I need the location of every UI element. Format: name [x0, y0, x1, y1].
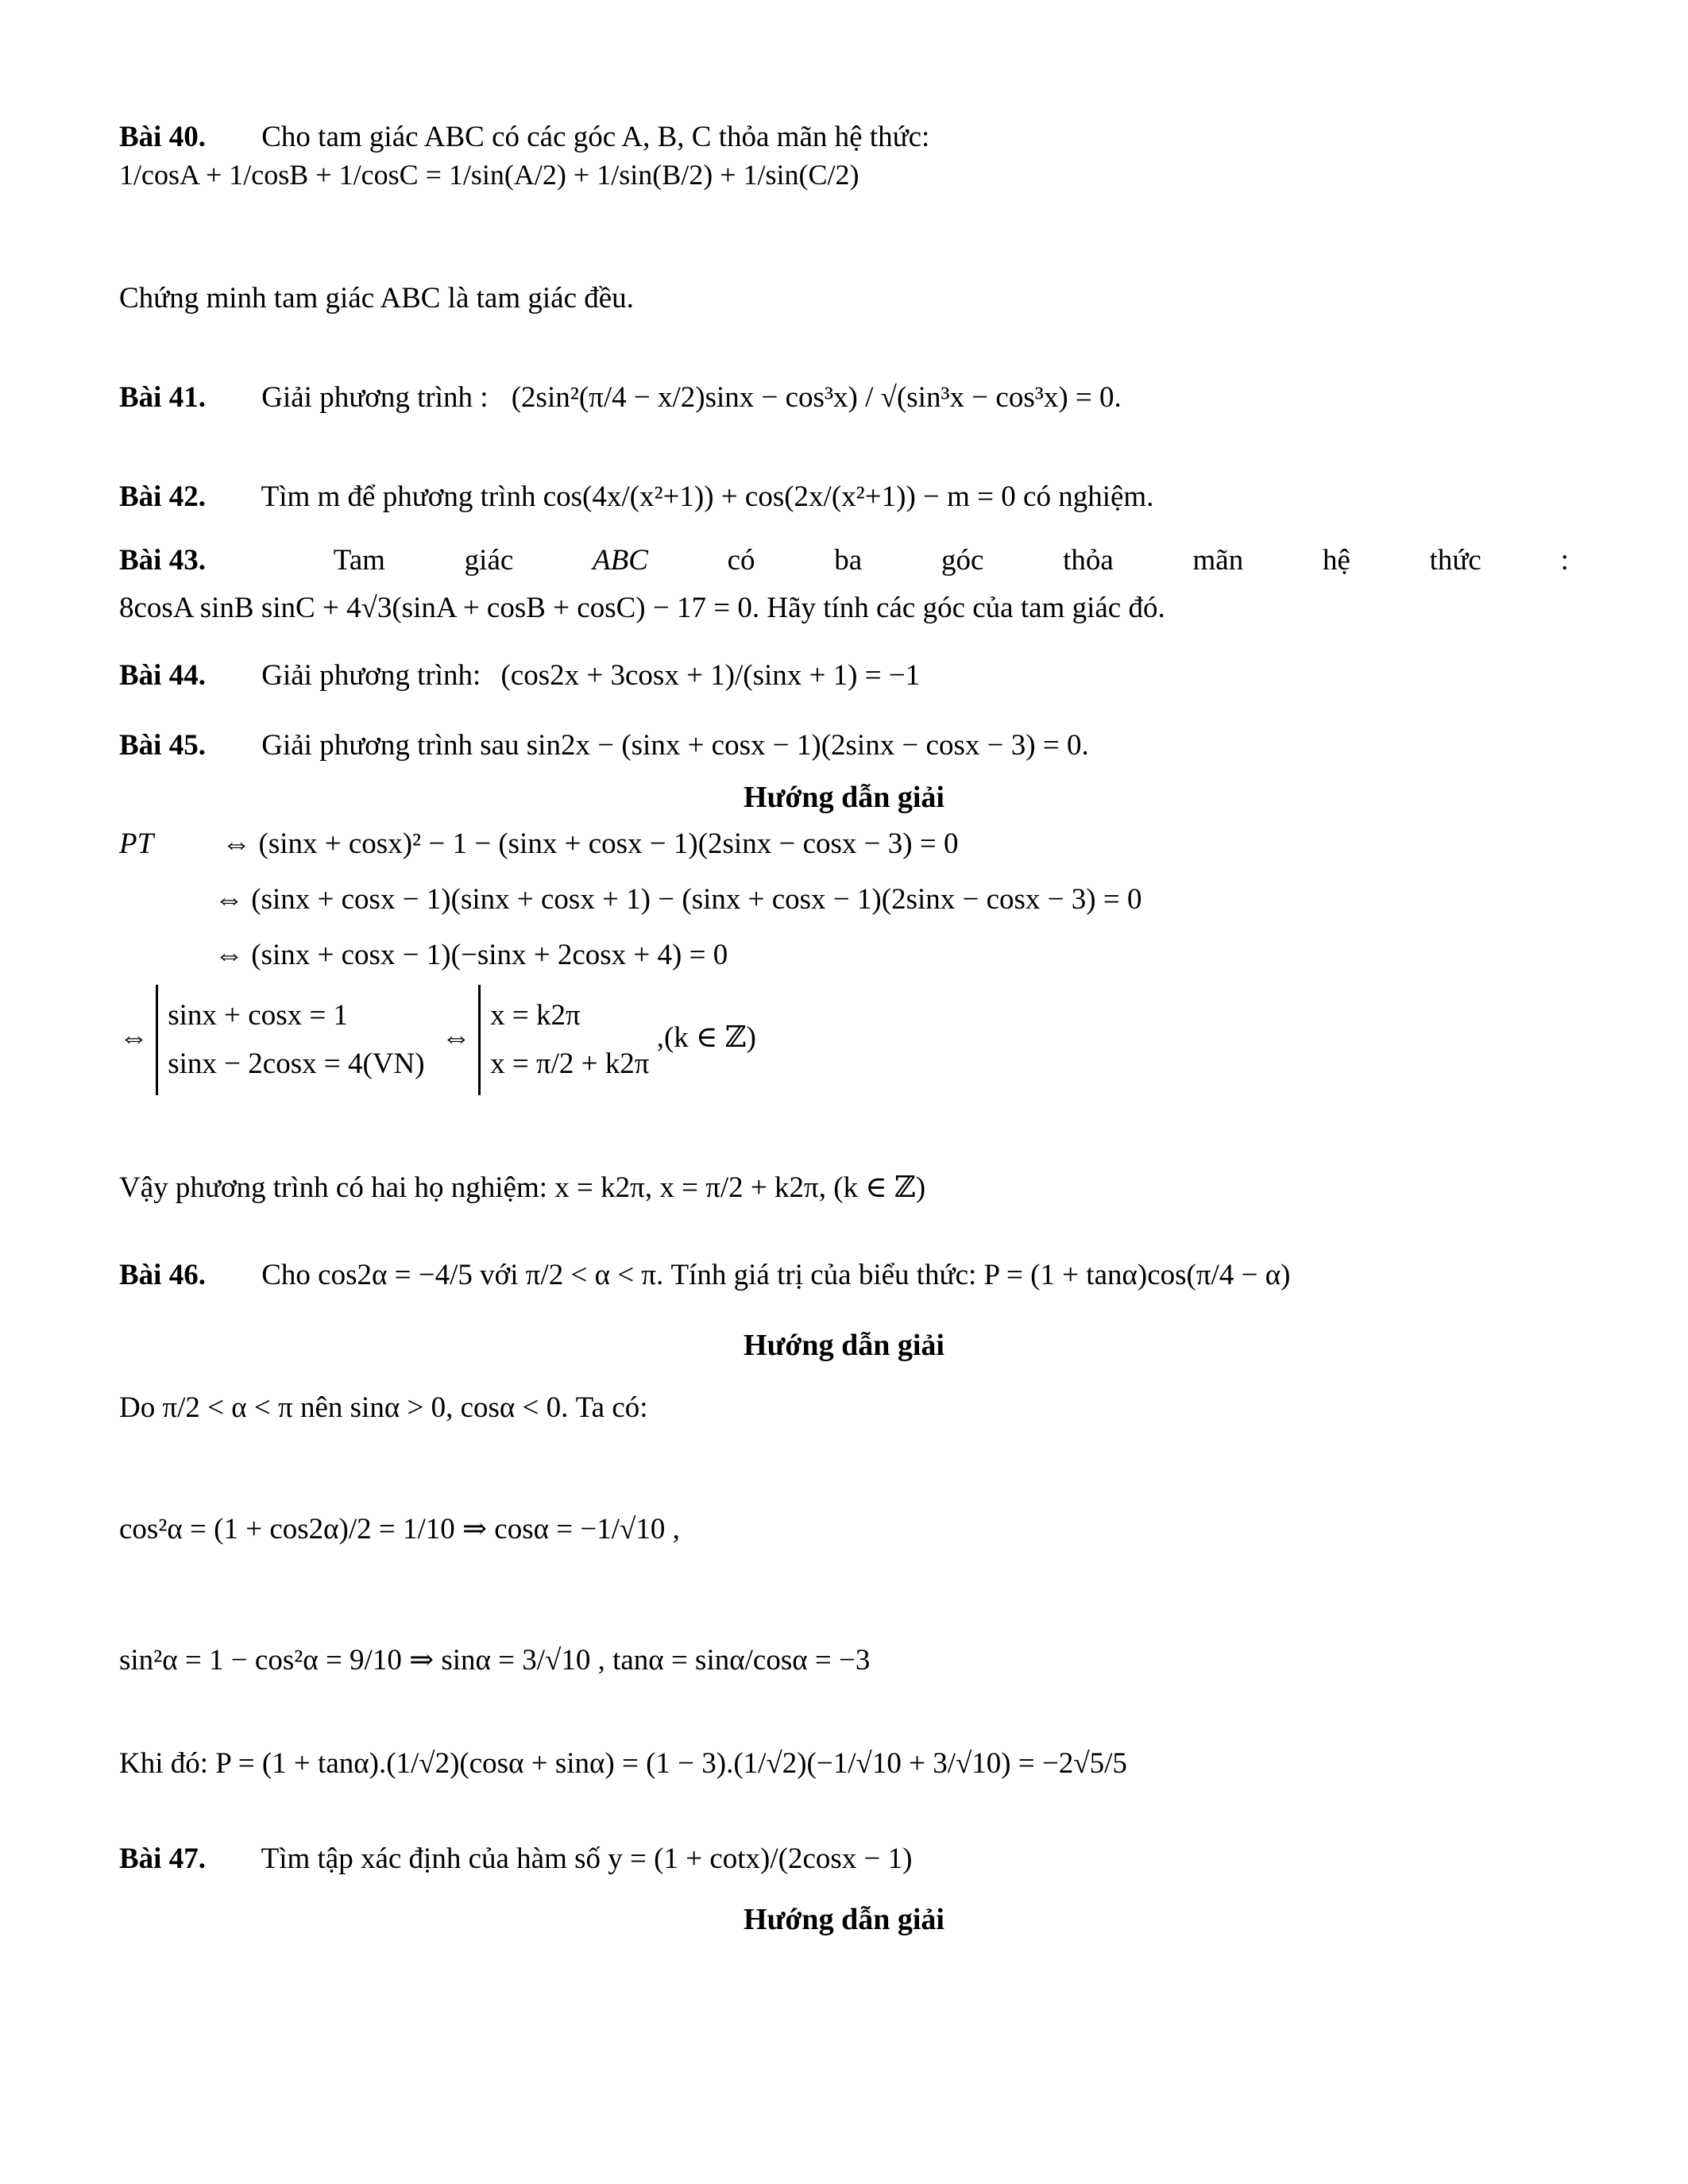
problem-45 — [119, 729, 1569, 763]
word: thỏa — [1063, 544, 1114, 577]
problem-label: Bài 45. — [119, 729, 206, 762]
word: góc — [941, 544, 984, 577]
system-right — [478, 985, 649, 1095]
problem-text: Tìm m để phương trình cos(4x/(x²+1)) + cos(2x/(x²+1)) − m = 0 có nghiệm. — [261, 480, 1154, 513]
solution-step-3 — [214, 939, 1569, 973]
equation: (2sin²(π/4 − x/2)sinx − cos³x) / √(sin³x − cos³x) = 0. — [511, 381, 1122, 414]
solution-heading: Hướng dẫn giải — [744, 1903, 944, 1936]
problem-text: Giải phương trình sau sin2x − (sinx + cosx − 1)(2sinx − cosx − 3) = 0. — [261, 729, 1089, 762]
solution-text: Do π/2 < α < π nên sinα > 0, cosα < 0. Ta có: — [119, 1391, 648, 1424]
equivalent-icon: ⇔ — [441, 1021, 471, 1055]
problem-42 — [119, 480, 1569, 515]
problem-label: Bài 41. — [119, 381, 206, 414]
equation-text: 8cosA sinB sinC + 4√3(sinA + cosB + cosC) − 17 = 0. Hãy tính các góc của tam giác đó. — [119, 592, 1165, 624]
problem-label: Bài 44. — [119, 659, 206, 692]
solution-text: sin²α = 1 − cos²α = 9/10 ⇒ sinα = 3/√10 , tanα = sinα/cosα = −3 — [119, 1644, 871, 1677]
problem-text: Chứng minh tam giác ABC là tam giác đều. — [119, 282, 634, 314]
step-text: ⇔ (sinx + cosx)² − 1 − (sinx + cosx − 1)(2sinx − cosx − 3) = 0 — [222, 828, 959, 860]
problem-text: Cho tam giác ABC có các góc A, B, C thỏa mãn hệ thức: — [261, 121, 930, 153]
problem-label: Bài 47. — [119, 1843, 206, 1875]
word: có — [727, 544, 755, 577]
pt-label: PT — [119, 828, 154, 860]
problem-43-line2 — [119, 592, 1569, 626]
problem-text: Tìm tập xác định của hàm số y = (1 + cotx)/(2cosx − 1) — [261, 1843, 913, 1875]
equivalent-icon: ⇔ — [119, 1021, 149, 1055]
solution-step-2 — [214, 883, 1569, 917]
word: ABC — [593, 544, 648, 577]
equation — [119, 159, 1569, 191]
system-line: sinx − 2cosx = 4(VN) — [168, 1047, 425, 1080]
word: thức — [1429, 544, 1481, 577]
solution-step-1 — [119, 828, 1569, 862]
word: Tam — [333, 544, 385, 577]
system-line: sinx + cosx = 1 — [168, 999, 348, 1032]
solution-system — [119, 985, 1569, 1095]
system-line: x = k2π — [490, 999, 581, 1032]
solution-heading: Hướng dẫn giải — [744, 781, 944, 814]
problem-43 — [119, 544, 1569, 578]
problem-40-prove — [119, 282, 1569, 316]
problem-47 — [119, 1843, 1569, 1877]
problem-40 — [119, 121, 1569, 155]
step-text: ⇔ (sinx + cosx − 1)(−sinx + 2cosx + 4) = 0 — [214, 939, 728, 971]
system-left — [156, 985, 424, 1095]
conclusion-text: Vậy phương trình có hai họ nghiệm: x = k2π, x = π/2 + k2π, (k ∈ ℤ) — [119, 1171, 926, 1204]
word: : — [1560, 544, 1569, 577]
word: hệ — [1322, 544, 1350, 577]
problem-44 — [119, 659, 1569, 693]
solution-line — [119, 1513, 1569, 1547]
solution-text: Khi đó: P = (1 + tanα).(1/√2)(cosα + sinα) = (1 − 3).(1/√2)(−1/√10 + 3/√10) = −2√5/5 — [119, 1747, 1127, 1780]
solution-line — [119, 1391, 1569, 1426]
problem-label: Bài 42. — [119, 480, 206, 513]
solution-text: cos²α = (1 + cos2α)/2 = 1/10 ⇒ cosα = −1/√10 , — [119, 1513, 680, 1545]
problem-label: Bài 43. — [119, 544, 206, 577]
word: mãn — [1192, 544, 1244, 577]
problem-label: Bài 46. — [119, 1259, 206, 1291]
solution-heading: Hướng dẫn giải — [744, 1329, 944, 1362]
equation-text: 1/cosA + 1/cosB + 1/cosC = 1/sin(A/2) + 1/sin(B/2) + 1/sin(C/2) — [119, 159, 859, 191]
word: ba — [834, 544, 863, 577]
problem-text: Cho cos2α = −4/5 với π/2 < α < π. Tính giá trị của biểu thức: P = (1 + tanα)cos(π/4 − α) — [261, 1259, 1291, 1291]
problem-text: Giải phương trình : — [261, 381, 489, 414]
problem-text: Giải phương trình: — [261, 659, 481, 692]
problem-label: Bài 40. — [119, 121, 206, 153]
system-line: x = π/2 + k2π — [490, 1047, 650, 1080]
word: giác — [464, 544, 514, 577]
equation: (cos2x + 3cosx + 1)/(sinx + 1) = −1 — [500, 659, 921, 692]
problem-46 — [119, 1259, 1569, 1293]
solution-line — [119, 1644, 1569, 1678]
step-text: ⇔ (sinx + cosx − 1)(sinx + cosx + 1) − (sinx + cosx − 1)(2sinx − cosx − 3) = 0 — [214, 883, 1142, 916]
solution-conclusion — [119, 1171, 1569, 1206]
k-integer: ,(k ∈ ℤ) — [656, 1021, 756, 1055]
problem-41 — [119, 381, 1569, 415]
solution-line — [119, 1747, 1569, 1781]
